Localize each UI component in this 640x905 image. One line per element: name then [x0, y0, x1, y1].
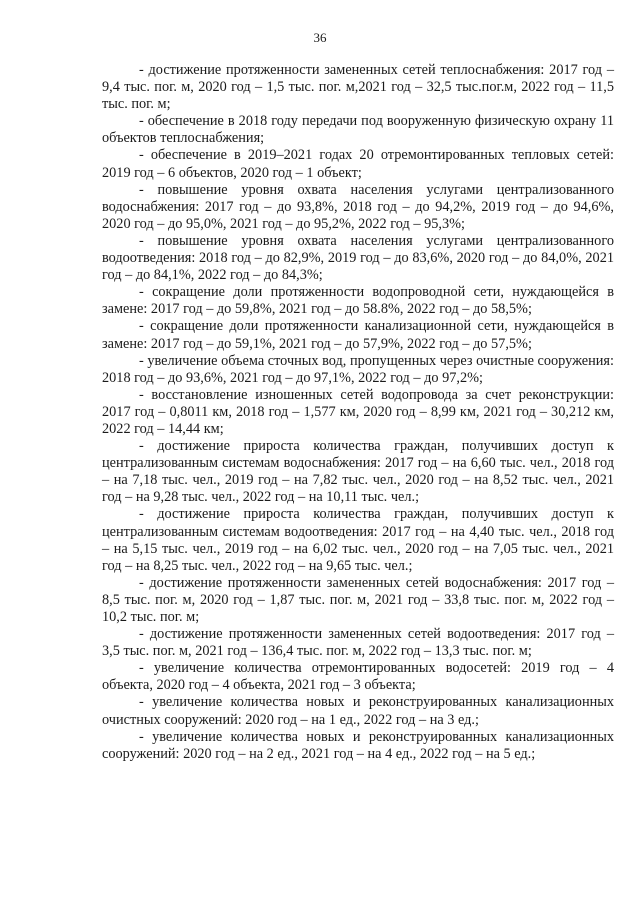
paragraph-sewerage-access: - достижение прироста количества граждан, получивших доступ к централизованным системам водоотведения: 2017 год – на 4,40 тыс. чел., 2018 год – на 5,15 тыс. чел., 2019 год – на 6,02 тыс. чел., 2020 год – на 7,05 тыс. чел., 2021 год – на 8,25 тыс. чел., 2022 год – на 9,65 тыс. чел.; [102, 506, 614, 574]
paragraph-water-supply-coverage: - повышение уровня охвата населения услугами централизованного водоснабжения: 2017 год – до 93,8%, 2018 год – до 94,2%, 2019 год – до 94,6%, 2020 год – до 95,0%, 2021 год – до 95,2%, 2022 год – 95,3%; [102, 181, 614, 232]
page-number: 36 [313, 30, 327, 45]
paragraph-heat-network-replacement: - достижение протяженности замененных сетей теплоснабжения: 2017 год – 9,4 тыс. пог. м, 2020 год – 1,5 тыс. пог. м,2021 год – 32,5 тыс.пог.м, 2022 год – 11,5 тыс. пог. м; [102, 62, 614, 113]
paragraph-repaired-water-networks: - увеличение количества отремонтированных водосетей: 2019 год – 4 объекта, 2020 год – 4 объекта, 2021 год – 3 объекта; [102, 660, 614, 694]
paragraph-armed-guard-objects: - обеспечение в 2018 году передачи под вооруженную физическую охрану 11 объектов теплоснабжения; [102, 113, 614, 147]
paragraph-water-network-share: - сокращение доли протяженности водопроводной сети, нуждающейся в замене: 2017 год – до 59,8%, 2021 год – до 58.8%, 2022 год – до 58,5%; [102, 284, 614, 318]
paragraph-water-network-replacement: - достижение протяженности замененных сетей водоснабжения: 2017 год – 8,5 тыс. пог. м, 2020 год – 1,87 тыс. пог. м, 2021 год – 33,8 тыс. пог. м, 2022 год – 10,2 тыс. пог. м; [102, 574, 614, 625]
paragraph-repaired-heat-networks: - обеспечение в 2019–2021 годах 20 отремонтированных тепловых сетей: 2019 год – 6 объектов, 2020 год – 1 объект; [102, 147, 614, 181]
paragraph-wastewater-treatment: - увеличение объема сточных вод, пропущенных через очистные сооружения: 2018 год – до 93,6%, 2021 год – до 97,1%, 2022 год – до 97,2%; [102, 352, 614, 386]
paragraph-sewer-network-replacement: - достижение протяженности замененных сетей водоотведения: 2017 год – 3,5 тыс. пог. м, 2021 год – 136,4 тыс. пог. м, 2022 год – 13,3 тыс. пог. м; [102, 626, 614, 660]
paragraph-sewer-facilities: - увеличение количества новых и реконструированных канализационных сооружений: 2020 год – на 2 ед., 2021 год – на 4 ед., 2022 год – на 5 ед.; [102, 728, 614, 762]
paragraph-water-supply-access: - достижение прироста количества граждан, получивших доступ к централизованным системам водоснабжения: 2017 год – на 6,60 тыс. чел., 2018 год – на 7,18 тыс. чел., 2019 год – на 7,82 тыс. чел., 2020 год – на 8,52 тыс. чел., 2021 год – на 9,28 тыс. чел., 2022 год – на 10,11 тыс. чел.; [102, 438, 614, 506]
document-body [102, 62, 614, 763]
paragraph-water-network-restoration: - восстановление изношенных сетей водопровода за счет реконструкции: 2017 год – 0,8011 км, 2018 год – 1,577 км, 2020 год – 8,99 км, 2021 год – 30,212 км, 2022 год – 14,44 км; [102, 386, 614, 437]
paragraph-sewerage-coverage: - повышение уровня охвата населения услугами централизованного водоотведения: 2018 год – до 82,9%, 2019 год – до 83,6%, 2020 год – до 84,0%, 2021 год – до 84,1%, 2022 год – до 84,3%; [102, 232, 614, 284]
paragraph-treatment-facilities: - увеличение количества новых и реконструированных канализационных очистных сооружений: 2020 год – на 1 ед., 2022 год – на 3 ед.; [102, 694, 614, 728]
paragraph-sewer-network-share: - сокращение доли протяженности канализационной сети, нуждающейся в замене: 2017 год – до 59,1%, 2021 год – до 57,9%, 2022 год – до 57,5%; [102, 318, 614, 352]
